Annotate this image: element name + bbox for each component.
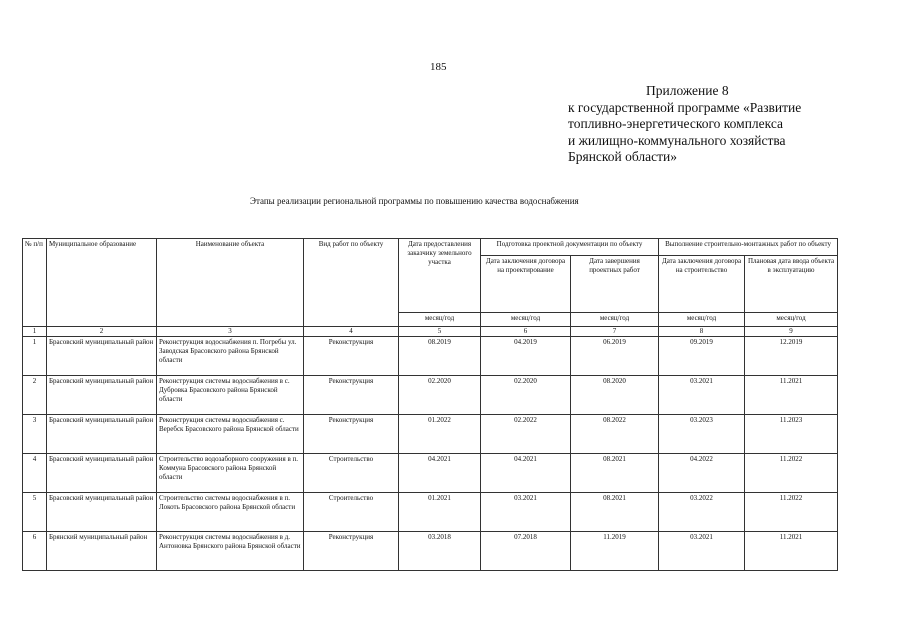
- commissioning-cell: 11.2021: [745, 532, 838, 571]
- header-design-end: Дата завершения проектных работ: [571, 256, 659, 313]
- appendix-line: Брянской области»: [568, 149, 678, 164]
- table-row: [23, 454, 838, 493]
- column-number: 9: [745, 327, 838, 337]
- transfer-date-cell: 01.2022: [399, 415, 481, 454]
- municipality-cell: Брянский муниципальный район: [47, 532, 157, 571]
- design-end-cell: 08.2020: [571, 376, 659, 415]
- design-contract-cell: 07.2018: [481, 532, 571, 571]
- design-contract-cell: 02.2020: [481, 376, 571, 415]
- row-number: 1: [23, 337, 47, 376]
- column-number: 4: [304, 327, 399, 337]
- construction-contract-cell: 03.2021: [659, 532, 745, 571]
- row-number: 4: [23, 454, 47, 493]
- table-row: [23, 337, 838, 376]
- transfer-date-cell: 08.2019: [399, 337, 481, 376]
- column-number: 6: [481, 327, 571, 337]
- commissioning-cell: 11.2022: [745, 493, 838, 532]
- design-contract-cell: 03.2021: [481, 493, 571, 532]
- work-type-cell: Реконструкция: [304, 415, 399, 454]
- appendix-line: и жилищно-коммунального хозяйства: [568, 132, 786, 148]
- design-contract-cell: 04.2019: [481, 337, 571, 376]
- table-row: [23, 376, 838, 415]
- object-cell: Реконструкция водоснабжения п. Погребы ул. Заводская Брасовского района Брянской области: [157, 337, 304, 376]
- transfer-date-cell: 01.2021: [399, 493, 481, 532]
- object-cell: Строительство водозаборного сооружения в п. Коммуна Брасовского района Брянской области: [157, 454, 304, 493]
- row-number: 5: [23, 493, 47, 532]
- work-type-cell: Реконструкция: [304, 376, 399, 415]
- construction-contract-cell: 03.2023: [659, 415, 745, 454]
- table-row: [23, 493, 838, 532]
- column-number: 8: [659, 327, 745, 337]
- header-construction-contract: Дата заключения договора на строительство: [659, 256, 745, 313]
- municipality-cell: Брасовский муниципальный район: [47, 415, 157, 454]
- municipality-cell: Брасовский муниципальный район: [47, 493, 157, 532]
- row-number: 6: [23, 532, 47, 571]
- work-type-cell: Строительство: [304, 454, 399, 493]
- object-cell: Реконструкция системы водоснабжения в с. Дубровка Брасовского района Брянской области: [157, 376, 304, 415]
- header-commissioning: Плановая дата ввода объекта в эксплуатацию: [745, 256, 838, 313]
- construction-contract-cell: 09.2019: [659, 337, 745, 376]
- design-end-cell: 06.2019: [571, 337, 659, 376]
- stages-table: [22, 238, 838, 571]
- column-number: 7: [571, 327, 659, 337]
- table-body: [23, 337, 838, 571]
- work-type-cell: Реконструкция: [304, 532, 399, 571]
- transfer-date-cell: 03.2018: [399, 532, 481, 571]
- unit-label: месяц/год: [399, 313, 481, 327]
- design-end-cell: 11.2019: [571, 532, 659, 571]
- design-contract-cell: 02.2022: [481, 415, 571, 454]
- header-num: № п/п: [23, 239, 47, 327]
- transfer-date-cell: 04.2021: [399, 454, 481, 493]
- header-municipality: Муниципальное образование: [47, 239, 157, 327]
- design-end-cell: 08.2022: [571, 415, 659, 454]
- work-type-cell: Строительство: [304, 493, 399, 532]
- column-number: 5: [399, 327, 481, 337]
- appendix-title: Приложение 8: [646, 83, 729, 98]
- unit-label: месяц/год: [745, 313, 838, 327]
- table-caption: Этапы реализации региональной программы по повышению качества водоснабжения: [250, 196, 579, 206]
- object-cell: Строительство системы водоснабжения в п. Локоть Брасовского района Брянской области: [157, 493, 304, 532]
- construction-contract-cell: 03.2021: [659, 376, 745, 415]
- unit-label: месяц/год: [481, 313, 571, 327]
- construction-contract-cell: 03.2022: [659, 493, 745, 532]
- commissioning-cell: 11.2022: [745, 454, 838, 493]
- commissioning-cell: 11.2021: [745, 376, 838, 415]
- column-number: 3: [157, 327, 304, 337]
- appendix-line: к государственной программе «Развитие: [568, 99, 802, 115]
- commissioning-cell: 12.2019: [745, 337, 838, 376]
- municipality-cell: Брасовский муниципальный район: [47, 454, 157, 493]
- design-end-cell: 08.2021: [571, 493, 659, 532]
- row-number: 2: [23, 376, 47, 415]
- design-contract-cell: 04.2021: [481, 454, 571, 493]
- table-row: [23, 415, 838, 454]
- unit-label: месяц/год: [571, 313, 659, 327]
- appendix-line: топливно-энергетического комплекса: [568, 116, 784, 131]
- design-end-cell: 08.2021: [571, 454, 659, 493]
- unit-label: месяц/год: [659, 313, 745, 327]
- column-number: 2: [47, 327, 157, 337]
- municipality-cell: Брасовский муниципальный район: [47, 337, 157, 376]
- header-work-type: Вид работ по объекту: [304, 239, 399, 327]
- header-design-contract: Дата заключения договора на проектирование: [481, 256, 571, 313]
- page-number: 185: [430, 61, 447, 73]
- municipality-cell: Брасовский муниципальный район: [47, 376, 157, 415]
- commissioning-cell: 11.2023: [745, 415, 838, 454]
- header-design-group: Подготовка проектной документации по объекту: [481, 239, 659, 256]
- table-row: [23, 532, 838, 571]
- header-object: Наименование объекта: [157, 239, 304, 327]
- appendix-block: [568, 83, 888, 166]
- row-number: 3: [23, 415, 47, 454]
- object-cell: Реконструкция системы водоснабжения в д. Антоновка Брянского района Брянской области: [157, 532, 304, 571]
- transfer-date-cell: 02.2020: [399, 376, 481, 415]
- work-type-cell: Реконструкция: [304, 337, 399, 376]
- column-number: 1: [23, 327, 47, 337]
- object-cell: Реконструкция системы водоснабжения с. Веребск Брасовского района Брянской области: [157, 415, 304, 454]
- construction-contract-cell: 04.2022: [659, 454, 745, 493]
- header-transfer-date: Дата предоставления заказчику земельного участка: [399, 239, 481, 313]
- header-construction-group: Выполнение строительно-монтажных работ по объекту: [659, 239, 838, 256]
